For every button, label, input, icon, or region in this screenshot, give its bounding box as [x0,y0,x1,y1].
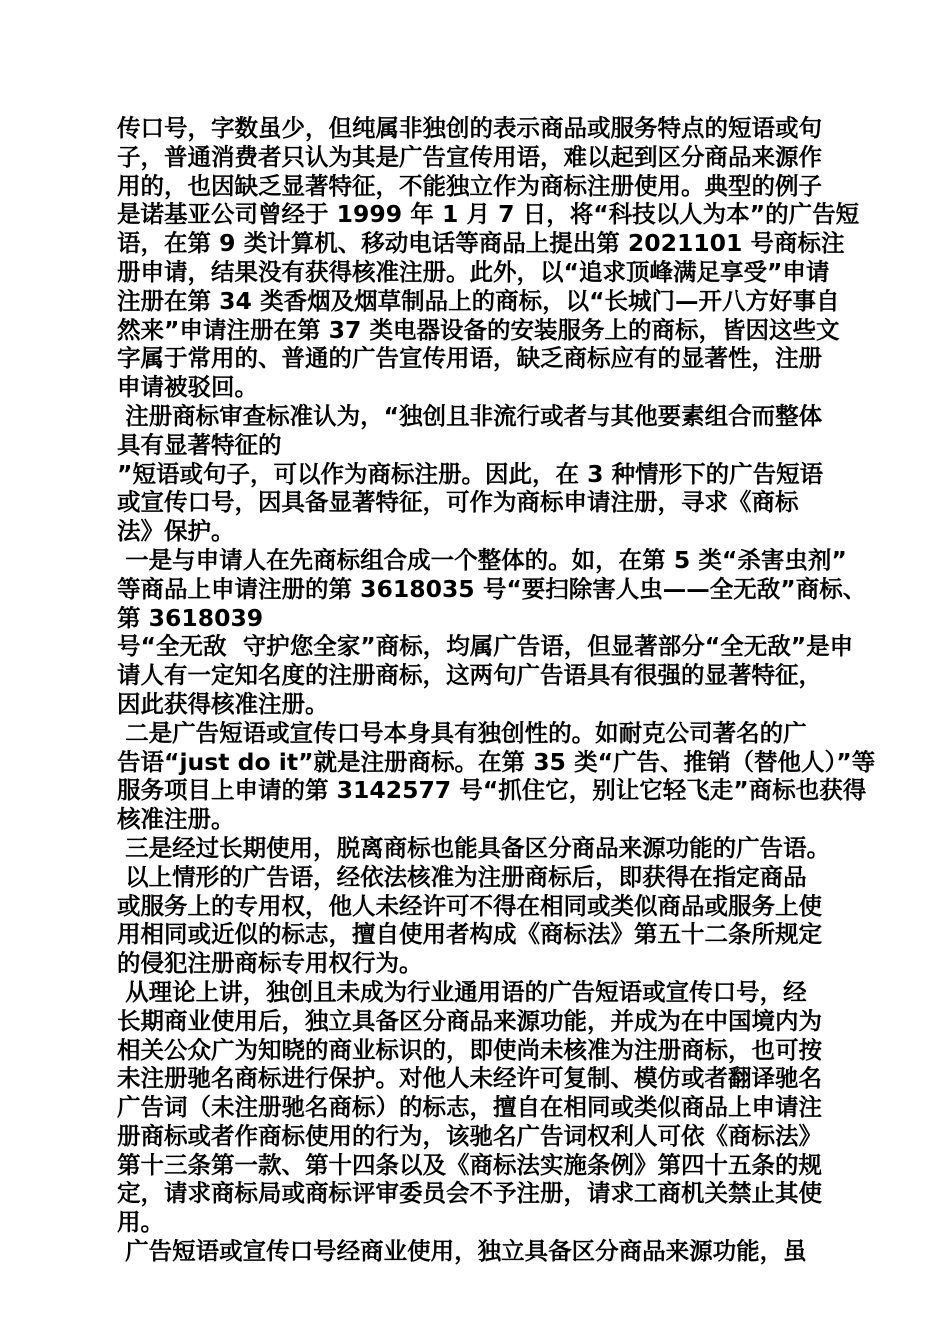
text-line: 长期商业使用后，独立具备区分商品来源功能，并成为在中国境内为 [117,1006,822,1035]
text-line: 或服务上的专用权，他人未经许可不得在相同或类似商品或服务上使 [117,891,822,920]
text-line: 具有显著特征的 [117,430,282,459]
text-line: 以上情形的广告语，经依法核准为注册商标后，即获得在指定商品 [117,862,807,891]
text-line: 请人有一定知名度的注册商标，这两句广告语具有很强的显著特征， [117,661,822,690]
text-line: 告语“just do it”就是注册商标。在第 35 类“广告、推销（替他人）”等 [117,747,876,776]
text-line: 册商标或者作商标使用的行为，该驰名广告词权利人可依《商标法》 [117,1121,822,1150]
text-line: 广告短语或宣传口号经商业使用，独立具备区分商品来源功能，虽 [117,1237,807,1266]
text-line: 因此获得核准注册。 [117,689,329,718]
text-line: 相关公众广为知晓的商业标识的，即使尚未核准为注册商标，也可按 [117,1035,822,1064]
text-line: 号“全无敌 守护您全家”商标，均属广告语，但显著部分“全无敌”是申 [117,632,854,661]
text-line: ”短语或句子，可以作为商标注册。因此，在 3 种情形下的广告短语 [117,459,824,488]
text-line: 第十三条第一款、第十四条以及《商标法实施条例》第四十五条的规 [117,1150,822,1179]
text-line: 第 3618039 [117,603,264,632]
text-line: 字属于常用的、普通的广告宣传用语，缺乏商标应有的显著性，注册 [117,344,822,373]
text-line: 广告词（未注册驰名商标）的标志，擅自在相同或类似商品上申请注 [117,1093,822,1122]
text-line: 一是与申请人在先商标组合成一个整体的。如，在第 5 类“杀害虫剂” [117,545,847,574]
document-body [117,114,876,1266]
text-line: 法》保护。 [117,517,235,546]
text-line: 是诺基亚公司曾经于 1999 年 1 月 7 日，将“科技以人为本”的广告短 [117,200,860,229]
text-line: 注册在第 34 类香烟及烟草制品上的商标，以“长城门—开八方好事自 [117,286,840,315]
text-line: 用。 [117,1208,164,1237]
text-line: 申请被驳回。 [117,373,258,402]
text-line: 从理论上讲，独创且未成为行业通用语的广告短语或宣传口号，经 [117,977,807,1006]
text-line: 用相同或近似的标志，擅自使用者构成《商标法》第五十二条所规定 [117,920,822,949]
text-line: 定，请求商标局或商标评审委员会不予注册，请求工商机关禁止其使 [117,1179,822,1208]
text-line: 服务项目上申请的第 3142577 号“抓住它，别让它轻飞走”商标也获得 [117,776,867,805]
text-line: 子，普通消费者只认为其是广告宣传用语，难以起到区分商品来源作 [117,142,822,171]
text-line: 三是经过长期使用，脱离商标也能具备区分商品来源功能的广告语。 [117,833,831,862]
text-line: 等商品上申请注册的第 3618035 号“要扫除害人虫——全无敌”商标、 [117,574,867,603]
text-line: 二是广告短语或宣传口号本身具有独创性的。如耐克公司著名的广 [117,718,807,747]
text-line: 然来”申请注册在第 37 类电器设备的安装服务上的商标，皆因这些文 [117,315,840,344]
text-line: 用的，也因缺乏显著特征，不能独立作为商标注册使用。典型的例子 [117,171,822,200]
text-line: 核准注册。 [117,805,235,834]
text-line: 或宣传口号，因具备显著特征，可作为商标申请注册，寻求《商标 [117,488,799,517]
text-line: 册申请，结果没有获得核准注册。此外，以“追求顶峰满足享受”申请 [117,257,830,286]
text-line: 语，在第 9 类计算机、移动电话等商品上提出第 2021101 号商标注 [117,229,845,258]
text-line: 未注册驰名商标进行保护。对他人未经许可复制、模仿或者翻译驰名 [117,1064,822,1093]
text-line: 的侵犯注册商标专用权行为。 [117,949,423,978]
text-line: 传口号，字数虽少，但纯属非独创的表示商品或服务特点的短语或句 [117,114,822,142]
text-line: 注册商标审查标准认为，“独创且非流行或者与其他要素组合而整体 [117,401,823,430]
